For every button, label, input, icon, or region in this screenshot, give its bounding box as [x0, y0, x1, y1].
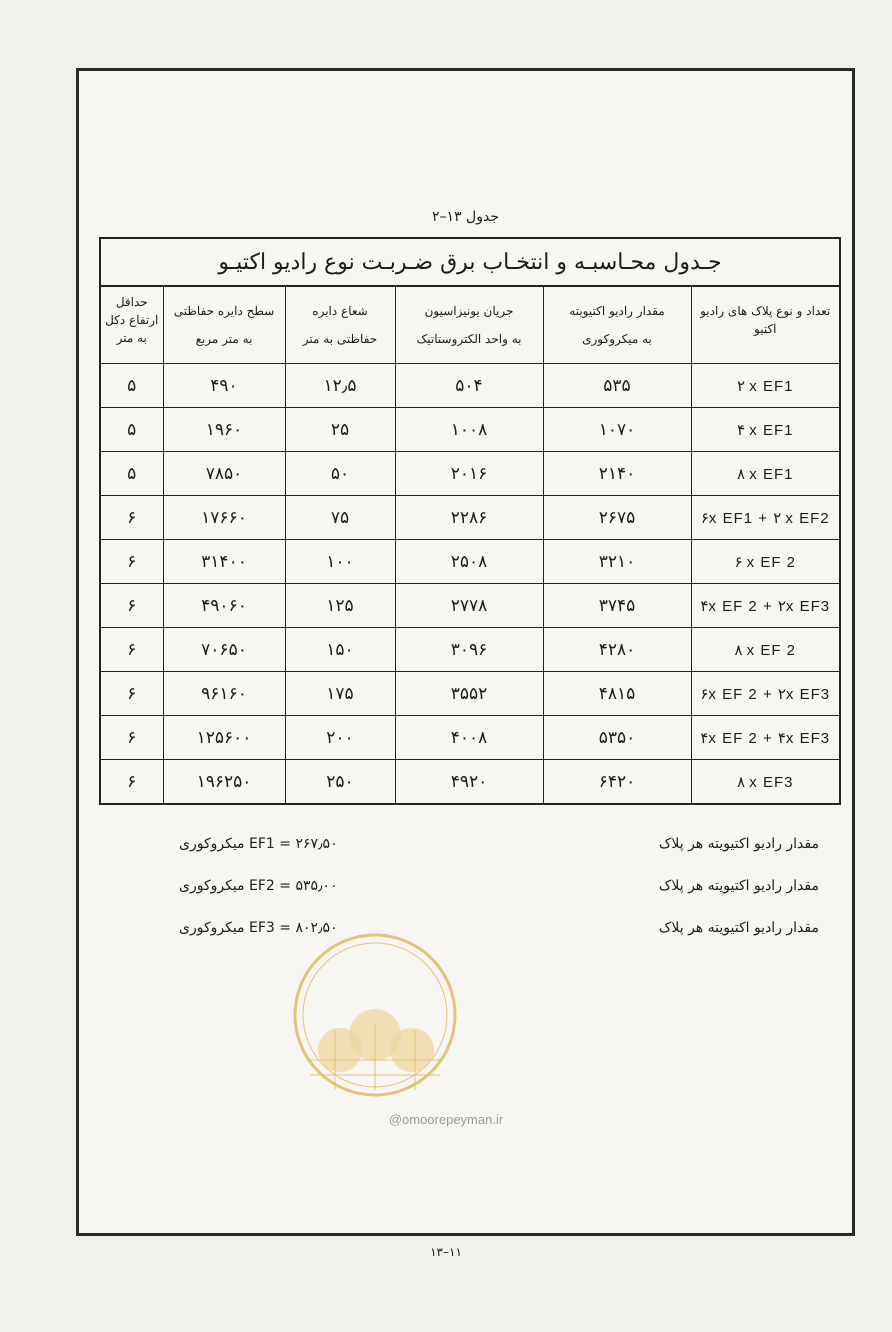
cell-count: ۸ x EF3: [691, 760, 839, 804]
cell-current: ۵۰۴: [395, 364, 543, 408]
calculation-table: [99, 237, 841, 805]
cell-count: ۸ x EF1: [691, 452, 839, 496]
cell-count: ۶x EF 2 + ۲x EF3: [691, 672, 839, 716]
cell-activity: ۴۲۸۰: [543, 628, 691, 672]
cell-activity: ۳۲۱۰: [543, 540, 691, 584]
cell-area: ۴۹۰۶۰: [163, 584, 285, 628]
note-ef3: [179, 907, 819, 949]
note-ef1: [179, 823, 819, 865]
cell-radius: ۱۰۰: [285, 540, 395, 584]
cell-radius: ۱۲٫۵: [285, 364, 395, 408]
cell-current: ۱۰۰۸: [395, 408, 543, 452]
cell-radius: ۷۵: [285, 496, 395, 540]
table-row: [101, 760, 839, 804]
header-area: سطح دایره حفاظتی به متر مربع: [163, 287, 285, 364]
cell-current: ۴۰۰۸: [395, 716, 543, 760]
cell-area: ۷۰۶۵۰: [163, 628, 285, 672]
cell-activity: ۳۷۴۵: [543, 584, 691, 628]
cell-radius: ۵۰: [285, 452, 395, 496]
note-value: EF2 = ۵۳۵٫۰۰ میکروکوری: [179, 878, 338, 894]
note-label: مقدار رادیو اکتیویته هر پلاک: [658, 878, 819, 894]
cell-count: ۶x EF1 + ۲ x EF2: [691, 496, 839, 540]
cell-count: ۴x EF 2 + ۴x EF3: [691, 716, 839, 760]
table-row: [101, 716, 839, 760]
watermark-site: @omoorepeyman.ir: [388, 1112, 504, 1127]
page-number: ۱۱–۱۳: [430, 1245, 462, 1259]
cell-count: ۸ x EF 2: [691, 628, 839, 672]
table-caption: جدول ۱۳–۲: [432, 209, 499, 225]
table-row: [101, 452, 839, 496]
cell-area: ۱۹۶۲۵۰: [163, 760, 285, 804]
cell-activity: ۵۳۵۰: [543, 716, 691, 760]
cell-activity: ۵۳۵: [543, 364, 691, 408]
cell-area: ۳۱۴۰۰: [163, 540, 285, 584]
cell-current: ۴۹۲۰: [395, 760, 543, 804]
cell-current: ۳۵۵۲: [395, 672, 543, 716]
header-current: جریان یونیزاسیون به واحد الکتروستاتیک: [395, 287, 543, 364]
cell-count: ۴x EF 2 + ۲x EF3: [691, 584, 839, 628]
table-row: [101, 540, 839, 584]
cell-height: ۶: [101, 672, 163, 716]
cell-height: ۶: [101, 760, 163, 804]
header-row: [101, 287, 839, 364]
cell-radius: ۱۵۰: [285, 628, 395, 672]
cell-activity: ۱۰۷۰: [543, 408, 691, 452]
cell-activity: ۲۱۴۰: [543, 452, 691, 496]
cell-count: ۲ x EF1: [691, 364, 839, 408]
header-height: حداقل ارتفاع دکل به متر: [101, 287, 163, 364]
page-frame: [76, 68, 855, 1236]
cell-current: ۲۷۷۸: [395, 584, 543, 628]
cell-radius: ۱۲۵: [285, 584, 395, 628]
note-label: مقدار رادیو اکتیویته هر پلاک: [658, 920, 819, 936]
notes: [179, 823, 819, 949]
table-title: جـدول محـاسبـه و انتخـاب برق ضـربـت نوع رادیو اکتیـو: [101, 239, 839, 287]
cell-current: ۳۰۹۶: [395, 628, 543, 672]
cell-height: ۶: [101, 540, 163, 584]
cell-area: ۱۷۶۶۰: [163, 496, 285, 540]
cell-radius: ۲۵۰: [285, 760, 395, 804]
table-row: [101, 408, 839, 452]
cell-count: ۴ x EF1: [691, 408, 839, 452]
cell-activity: ۴۸۱۵: [543, 672, 691, 716]
cell-area: ۱۲۵۶۰۰: [163, 716, 285, 760]
cell-area: ۹۶۱۶۰: [163, 672, 285, 716]
cell-current: ۲۰۱۶: [395, 452, 543, 496]
cell-area: ۷۸۵۰: [163, 452, 285, 496]
table-row: [101, 672, 839, 716]
cell-radius: ۲۰۰: [285, 716, 395, 760]
watermark-logo: [290, 930, 460, 1100]
cell-area: ۱۹۶۰: [163, 408, 285, 452]
header-activity: مقدار رادیو اکتیویته به میکروکوری: [543, 287, 691, 364]
note-ef2: [179, 865, 819, 907]
cell-height: ۵: [101, 408, 163, 452]
table-row: [101, 628, 839, 672]
cell-height: ۵: [101, 364, 163, 408]
cell-activity: ۶۴۲۰: [543, 760, 691, 804]
note-label: مقدار رادیو اکتیویته هر پلاک: [658, 836, 819, 852]
table-row: [101, 364, 839, 408]
cell-count: ۶ x EF 2: [691, 540, 839, 584]
cell-radius: ۱۷۵: [285, 672, 395, 716]
header-count: تعداد و نوع پلاک های رادیو اکتیو: [691, 287, 839, 364]
cell-radius: ۲۵: [285, 408, 395, 452]
cell-area: ۴۹۰: [163, 364, 285, 408]
cell-height: ۶: [101, 716, 163, 760]
cell-height: ۵: [101, 452, 163, 496]
note-value: EF3 = ۸۰۲٫۵۰ میکروکوری: [179, 920, 338, 936]
cell-height: ۶: [101, 584, 163, 628]
table-row: [101, 496, 839, 540]
note-value: EF1 = ۲۶۷٫۵۰ میکروکوری: [179, 836, 338, 852]
cell-height: ۶: [101, 628, 163, 672]
table-row: [101, 584, 839, 628]
header-radius: شعاع دایره حفاظتی به متر: [285, 287, 395, 364]
cell-activity: ۲۶۷۵: [543, 496, 691, 540]
cell-current: ۲۵۰۸: [395, 540, 543, 584]
cell-current: ۲۲۸۶: [395, 496, 543, 540]
data-table: [101, 287, 839, 803]
cell-height: ۶: [101, 496, 163, 540]
